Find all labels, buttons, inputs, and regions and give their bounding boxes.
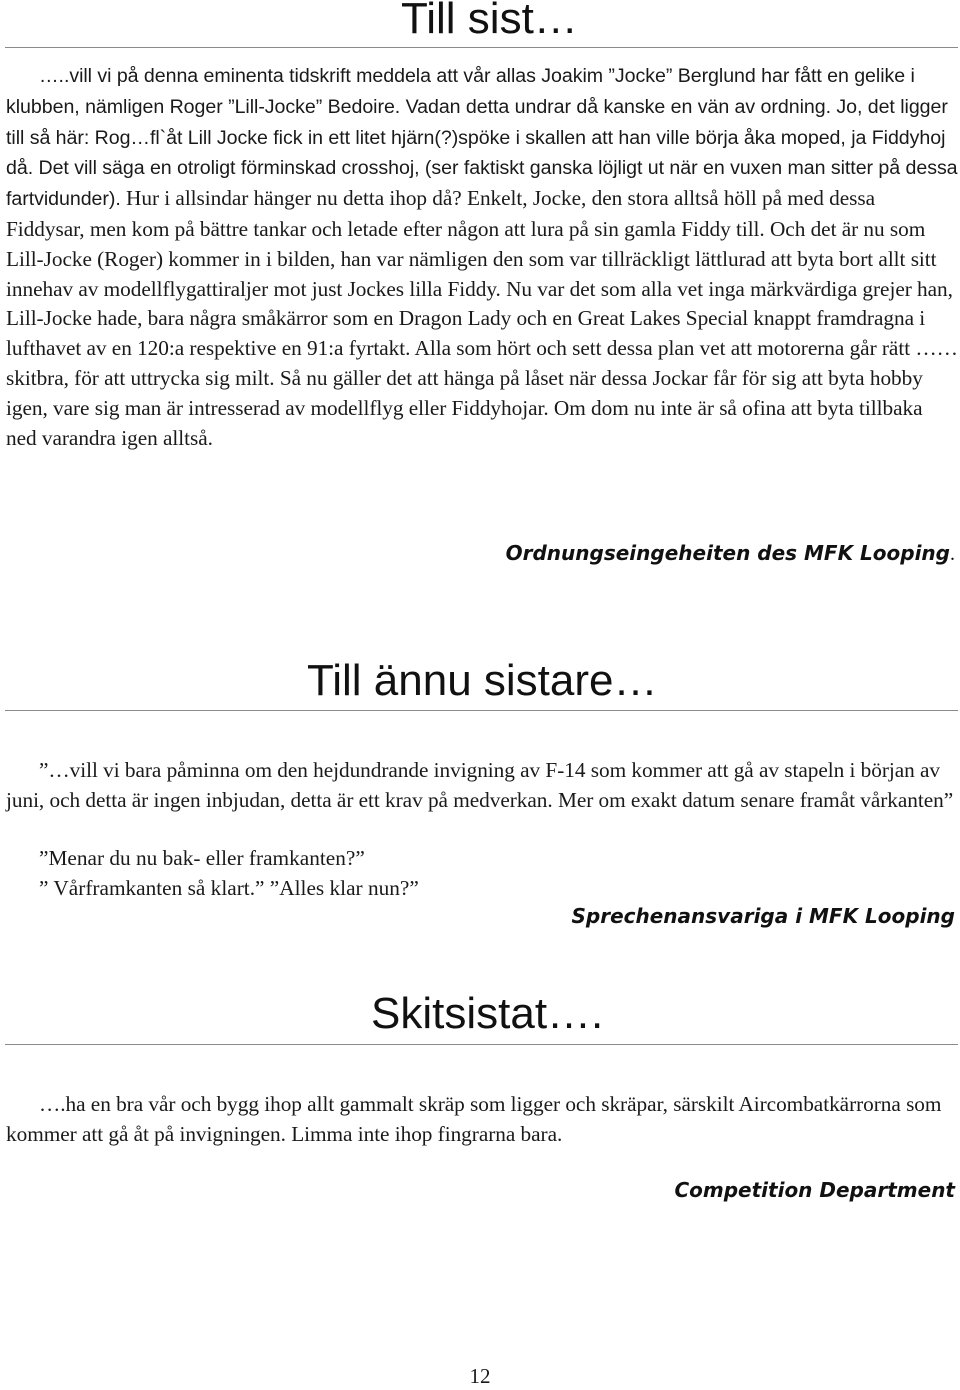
section-body-till-annu-sistare: ”…vill vi bara påminna om den hejdundrande invigning av F-14 som kommer att gå av stapeln i början av juni, och detta är ingen inbjudan, detta är ett krav på medverkan. Mer om exakt datum senare framåt vårkanten” xyxy=(6,758,954,812)
signature-competition-department: Competition Department xyxy=(674,1178,955,1202)
section-body-skitsistat: ….ha en bra vår och bygg ihop allt gammalt skräp som ligger och skräpar, särskilt Aircombatkärrorna som kommer att gå åt på invigningen. Limma inte ihop fingrarna bara. xyxy=(6,1092,942,1146)
page-number: 12 xyxy=(469,1364,491,1388)
title-rule xyxy=(5,710,958,711)
section-title-till-sist: Till sist… xyxy=(401,0,578,43)
dialogue-line: ”Menar du nu bak- eller framkanten?” xyxy=(39,846,365,870)
title-rule xyxy=(5,1044,958,1045)
signature-sprechenansvariga: Sprechenansvariga i MFK Looping xyxy=(571,904,955,928)
dialogue-line: ” Vårframkanten så klart.” ”Alles klar nun?” xyxy=(39,876,419,900)
section-title-skitsistat: Skitsistat…. xyxy=(371,989,604,1038)
signature-ordnungseingeheiten: Ordnungseingeheiten des MFK Looping. xyxy=(505,541,955,565)
section-body-till-sist xyxy=(6,61,958,453)
title-rule xyxy=(5,47,958,48)
body-rest: Hur i allsindar hänger nu detta ihop då? Enkelt, Jocke, den stora alltså höll på med dessa Fiddysar, men kom på bättre tankar och letade efter någon att lura på sin gamla Fiddy till. Och det är nu som Lill-Jocke (Roger) kommer in i bilden, han var nämligen den som var tillräckligt lättlurad att byta bort allt sitt innehav av modellflygattiraljer mot just Jockes lilla Fiddy. Nu var det som alla vet inga märkvärdiga grejer han, Lill-Jocke hade, bara några småkärror som en Dragon Lady och en Great Lakes Special knappt framdragna i lufthavet av en 120:a respektive en 91:a fyrtakt. Alla som hört och sett dessa plan vet att motorerna går rätt ……skitbra, för att uttrycka sig milt. Så nu gäller det att hänga på låset när dessa Jockar får för sig att byta hobby igen, vare sig man är intresserad av modellflyg eller Fiddyhojar. Om dom nu inte är så ofina att byta tillbaka ned varandra igen alltså. xyxy=(6,186,958,450)
body-lead-sans: …..vill vi på denna eminenta tidskrift meddela att vår allas Joakim ”Jocke” Berglund har fått en gelike i klubben, nämligen Roger ”Lill-Jocke” Bedoire. Vadan detta undrar då kanske en vän av ordning. Jo, det ligger till så här: Rog…fl`åt Lill Jocke fick in ett litet hjärn(?)spöke i skallen att han ville börja åka moped, ja Fiddyhoj då. Det vill säga en otroligt förminskad crosshoj, (ser faktiskt ganska löjligt ut när en vuxen man sitter på dessa fartvidunder). xyxy=(6,65,958,211)
section-title-till-annu-sistare: Till ännu sistare… xyxy=(307,656,658,705)
